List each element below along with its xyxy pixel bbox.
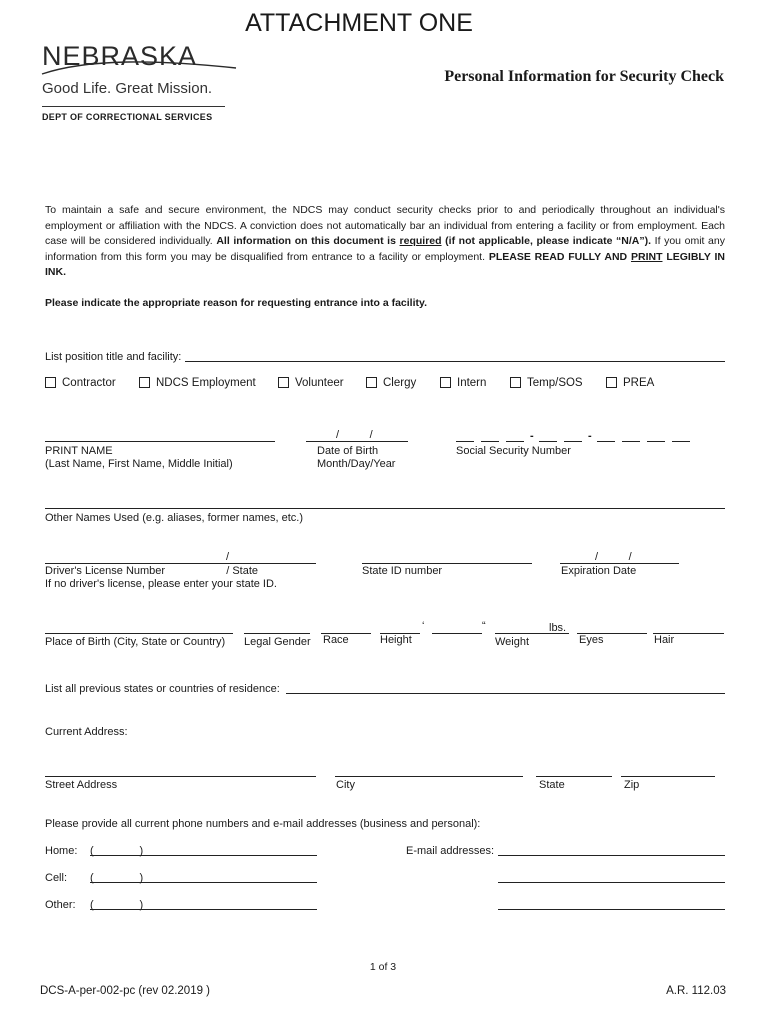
exp-slashes: / / <box>595 551 632 563</box>
checkbox-intern[interactable]: Intern <box>440 376 486 390</box>
form-code: DCS-A-per-002-pc (rev 02.2019 ) <box>40 985 211 997</box>
residence-label: List all previous states or countries of residence: <box>45 683 280 695</box>
place-of-birth-label: Place of Birth (City, State or Country) <box>45 636 226 648</box>
ssn-digit-1[interactable] <box>456 441 474 442</box>
contacts-prompt: Please provide all current phone numbers and e-mail addresses (business and personal): <box>45 818 481 830</box>
email-field-3[interactable] <box>498 909 725 910</box>
checkbox-prea[interactable]: PREA <box>606 376 654 390</box>
checkbox-temp-sos[interactable]: Temp/SOS <box>510 376 583 390</box>
checkbox-box[interactable] <box>139 377 150 388</box>
checkbox-volunteer[interactable]: Volunteer <box>278 376 344 390</box>
expiration-date-label: Expiration Date <box>561 565 637 577</box>
checkbox-box[interactable] <box>45 377 56 388</box>
street-address-label: Street Address <box>45 779 118 791</box>
zip-field[interactable] <box>621 776 715 777</box>
email-field-2[interactable] <box>498 882 725 883</box>
inch-mark: “ <box>482 620 486 632</box>
checkbox-box[interactable] <box>510 377 521 388</box>
intro-paragraph: To maintain a safe and secure environment, the NDCS may conduct security checks prior to and periodically throughout an individual's employment or affiliation with the NDCS. A conviction does not automatically bar an individual from entering a facility or from employment. Each case will be considered individually. All information on this document is required (if not applicable, please indicate “N/A”). If you omit any information from this form you may be disqualified from entrance to a facility or employment. PLEASE READ FULLY AND PRINT LEGIBLY IN INK. <box>45 204 725 278</box>
email-field-1[interactable] <box>498 855 725 856</box>
print-name-field[interactable] <box>45 441 275 442</box>
state-id-field[interactable] <box>362 563 532 564</box>
state-id-label: State ID number <box>362 565 443 577</box>
print-name-sublabel: (Last Name, First Name, Middle Initial) <box>45 458 233 470</box>
ssn-label: Social Security Number <box>456 445 571 457</box>
logo-swoosh-icon <box>40 54 240 78</box>
drivers-license-field[interactable] <box>45 563 316 564</box>
weight-label: Weight <box>495 636 530 648</box>
other-names-field[interactable] <box>45 508 725 509</box>
checkbox-contractor[interactable]: Contractor <box>45 376 116 390</box>
city-field[interactable] <box>335 776 523 777</box>
other-names-label: Other Names Used (e.g. aliases, former names, etc.) <box>45 512 303 524</box>
ssn-digit-7[interactable] <box>622 441 640 442</box>
other-area-code: ( ) <box>90 899 144 911</box>
dob-sublabel: Month/Day/Year <box>317 458 396 470</box>
place-of-birth-field[interactable] <box>45 633 233 634</box>
dl-note: If no driver's license, please enter your state ID. <box>45 578 277 590</box>
checkbox-box[interactable] <box>366 377 377 388</box>
other-label: Other: <box>45 899 76 911</box>
attachment-title: ATTACHMENT ONE <box>245 9 473 37</box>
home-area-code: ( ) <box>90 845 144 857</box>
home-phone-field[interactable] <box>90 855 317 856</box>
other-phone-field[interactable] <box>90 909 317 910</box>
reason-prompt: Please indicate the appropriate reason for requesting entrance into a facility. <box>45 297 427 309</box>
state-label: State <box>539 779 565 791</box>
state-field[interactable] <box>536 776 612 777</box>
ssn-digit-9[interactable] <box>672 441 690 442</box>
eyes-label: Eyes <box>579 634 604 646</box>
ssn-digit-4[interactable] <box>539 441 557 442</box>
residence-field[interactable] <box>286 693 725 694</box>
ssn-dash-2: - <box>588 430 592 442</box>
ssn-dash-1: - <box>530 430 534 442</box>
city-label: City <box>336 779 355 791</box>
height-inches-field[interactable] <box>432 633 482 634</box>
position-label: List position title and facility: <box>45 351 182 363</box>
cell-phone-field[interactable] <box>90 882 317 883</box>
lbs-label: lbs. <box>549 622 567 634</box>
checkbox-ndcs-employment[interactable]: NDCS Employment <box>139 376 256 390</box>
ssn-digit-6[interactable] <box>597 441 615 442</box>
zip-label: Zip <box>624 779 640 791</box>
home-label: Home: <box>45 845 78 857</box>
ssn-digit-3[interactable] <box>506 441 524 442</box>
ar-number: A.R. 112.03 <box>666 985 726 997</box>
page-number: 1 of 3 <box>369 961 397 973</box>
hair-label: Hair <box>654 634 675 646</box>
cell-label: Cell: <box>45 872 68 884</box>
email-label: E-mail addresses: <box>406 845 495 857</box>
ssn-digit-8[interactable] <box>647 441 665 442</box>
logo-divider <box>42 106 225 107</box>
checkbox-box[interactable] <box>606 377 617 388</box>
checkbox-box[interactable] <box>440 377 451 388</box>
cell-area-code: ( ) <box>90 872 144 884</box>
height-label: Height <box>380 634 412 646</box>
dob-slashes: / / <box>336 429 373 441</box>
print-name-label: PRINT NAME <box>45 445 113 457</box>
ssn-digit-2[interactable] <box>481 441 499 442</box>
dl-label: Driver's License Number / State <box>45 565 259 577</box>
dept-name: DEPT OF CORRECTIONAL SERVICES <box>42 112 213 122</box>
position-field[interactable] <box>185 361 725 362</box>
ndcs-logo <box>40 40 240 130</box>
legal-gender-label: Legal Gender <box>244 636 311 648</box>
legal-gender-field[interactable] <box>244 633 310 634</box>
checkbox-clergy[interactable]: Clergy <box>366 376 416 390</box>
ssn-digit-5[interactable] <box>564 441 582 442</box>
current-address-label: Current Address: <box>45 726 128 738</box>
logo-wordmark: NEBRASKA <box>42 41 198 71</box>
checkbox-box[interactable] <box>278 377 289 388</box>
dob-label: Date of Birth <box>317 445 379 457</box>
race-label: Race <box>323 634 349 646</box>
form-title: Personal Information for Security Check <box>444 68 724 85</box>
feet-mark: ‘ <box>422 620 425 632</box>
logo-tagline: Good Life. Great Mission. <box>42 80 213 97</box>
street-address-field[interactable] <box>45 776 316 777</box>
dl-slash: / <box>226 551 230 563</box>
